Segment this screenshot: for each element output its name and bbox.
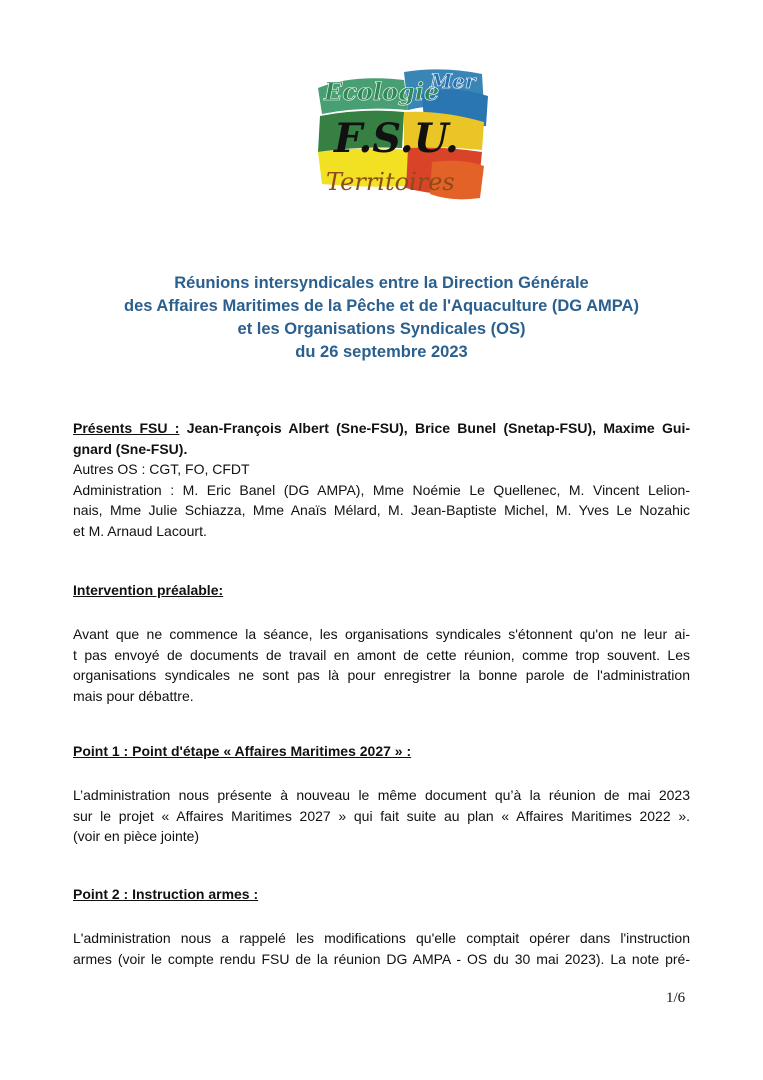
intervention-line-1: Avant que ne commence la séance, les organisations syndicales s'étonnent qu'on ne leur ai-: [73, 626, 690, 642]
point1-line-3: (voir en pièce jointe): [73, 828, 200, 845]
logo-text-bottom: Territoires: [326, 168, 455, 196]
point1-line-1: L’administration nous présente à nouveau le même document qu’à la réunion de mai 2023: [73, 787, 690, 803]
admin-line-2: nais, Mme Julie Schiazza, Mme Anaïs Mélard, M. Jean-Baptiste Michel, M. Yves Le Nozahic: [73, 502, 690, 519]
admin-line-3: et M. Arnaud Lacourt.: [73, 522, 207, 539]
fsu-logo: [312, 66, 492, 206]
logo-text-mid: F.S.U.: [334, 115, 459, 162]
other-unions: Autres OS : CGT, FO, CFDT: [73, 461, 250, 478]
title-line-3: et les Organisations Syndicales (OS): [237, 320, 526, 338]
attendees-section: [73, 418, 690, 542]
admin-line-1: Administration : M. Eric Banel (DG AMPA), Mme Noémie Le Quellenec, M. Vincent Lelion-: [73, 481, 690, 498]
attendees-fsu: Jean-François Albert (Sne-FSU), Brice Bunel (Snetap-FSU), Maxime Gui-: [186, 420, 690, 436]
intervention-line-4: mais pour débattre.: [73, 687, 194, 704]
title-line-2: des Affaires Maritimes de la Pêche et de l'Aquaculture (DG AMPA): [124, 297, 639, 315]
point1-line-2: sur le projet « Affaires Maritimes 2027 » qui fait suite au plan « Affaires Maritimes 2022 ».: [73, 807, 690, 824]
point1-heading: Point 1 : Point d'étape « Affaires Maritimes 2027 » :: [73, 743, 412, 759]
title-line-1: Réunions intersyndicales entre la Direction Générale: [174, 274, 589, 292]
logo-text-top2: Mer: [430, 69, 476, 93]
page-number: 1/6: [666, 990, 686, 1006]
intervention-body: [73, 624, 690, 706]
point2-line-1: L'administration nous a rappelé les modifications qu'elle comptait opérer dans l'instruction: [73, 930, 690, 946]
intervention-line-3: organisations syndicales ne sont pas là pour enregistrer la bonne parole de l'administration: [73, 667, 690, 684]
logo-text-top: Ecologie: [324, 77, 440, 106]
attendees-line-2: gnard (Sne-FSU).: [73, 440, 188, 457]
point2-body: [73, 928, 690, 969]
point1-body: [73, 785, 690, 847]
attendees-line-1: [73, 418, 690, 439]
document-title: [0, 272, 763, 364]
title-line-4: du 26 septembre 2023: [295, 343, 468, 361]
intervention-line-2: t pas envoyé de documents de travail en amont de cette réunion, comme trop souvent. Les: [73, 646, 690, 663]
point2-line-2: armes (voir le compte rendu FSU de la réunion DG AMPA - OS du 30 mai 2023). La note pré-: [73, 950, 690, 967]
point2-heading: Point 2 : Instruction armes :: [73, 886, 259, 902]
attendees-label: Présents FSU :: [73, 420, 180, 436]
intervention-heading: Intervention préalable:: [73, 582, 224, 598]
